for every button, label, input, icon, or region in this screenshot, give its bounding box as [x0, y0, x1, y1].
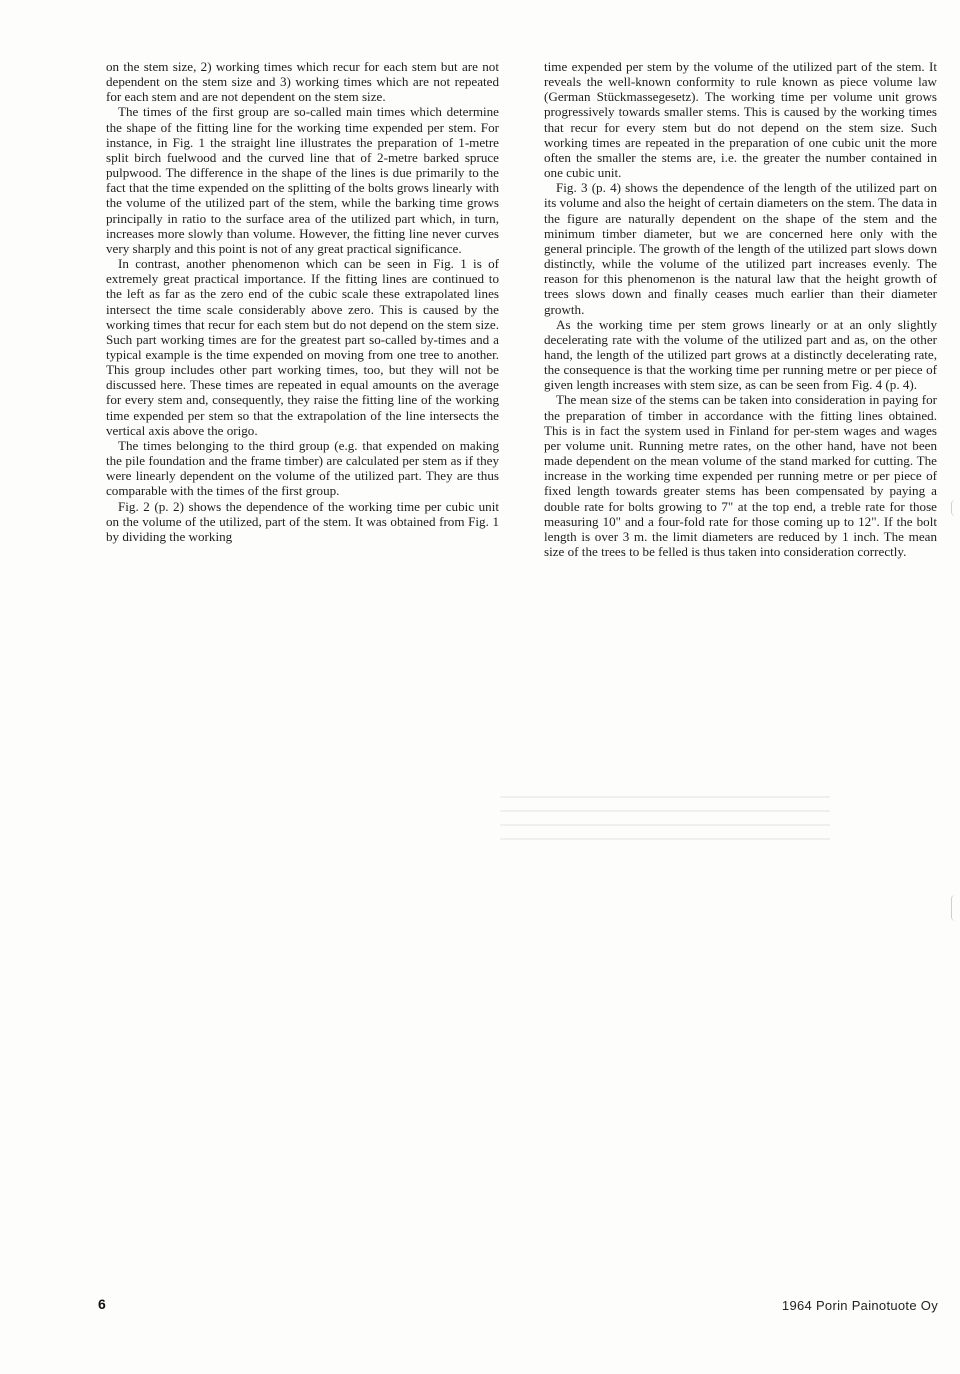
- left-paragraph-5: Fig. 2 (p. 2) shows the dependence of the working time per cubic unit on the volume of the utilized, part of the stem. It was obtained from Fig. 1 by dividing the working: [106, 498, 499, 544]
- right-paragraph-2: Fig. 3 (p. 4) shows the dependence of the length of the utilized part on its volume and also the height of certain diameters on the stem. The data in the figure are naturally dependent on the shape of the stem and the minimum timber diameter, but we are concerned here only with the general principle. The growth of the length of the utilized part slows down distinctly, while the volume of the utilized part increases evenly. The reason for this phenomenon is the natural law that the height growth of trees slows down and finally ceases much earlier than their diameter growth.: [544, 180, 937, 317]
- left-paragraph-4: The times belonging to the third group (e.g. that expended on making the pile foundation and the frame timber) are calculated per stem as if they were linearly dependent on the volume of the utilized part. They are thus comparable with the times of the first group.: [106, 437, 499, 499]
- right-paragraph-1: time expended per stem by the volume of the utilized part of the stem. It reveals the well-known conformity to rule known as piece volume law (German Stückmassegesetz). The working time per volume unit grows progressively towards smaller stems. This is caused by the working times that recur for every stem but do not depend on the stem size. Such working times are repeated in the preparation of one cubic unit the more often the smaller the stems are, i.e. the greater the number contained in one cubic unit.: [544, 59, 937, 181]
- right-paragraph-3: As the working time per stem grows linearly or at an only slightly decelerating rate with the volume of the utilized part and as, on the other hand, the length of the utilized part grows at a distinctly decelerating rate, the consequence is that the working time per running metre or per piece of given length increases with stem size, as can be seen from Fig. 4 (p. 4).: [544, 316, 937, 393]
- right-paragraph-4: The mean size of the stems can be taken into consideration in paying for the preparation of timber in accordance with the fitting lines obtained. This is in fact the system used in Finland for per-stem wages and wages per volume unit. Running metre rates, on the other hand, have not been made dependent on the mean volume of the stand marked for cutting. The increase in the working time expended per running metre or per piece of fixed length towards greater stems has been compensated by paying a double rate for bolts growing to 7" at the top end, a treble rate for those measuring 10" and a four-fold rate for those coming up to 12". If the bolt length is over 3 m. the limit diameters are reduced by 1 inch. The mean size of the trees to be felled is thus taken into consideration correctly.: [544, 392, 937, 559]
- printer-imprint: 1964 Porin Painotuote Oy: [781, 1298, 938, 1313]
- page-number: 6: [98, 1296, 106, 1312]
- page-edge-mark: [951, 895, 958, 921]
- left-paragraph-2: The times of the first group are so-called main times which determine the shape of the fitting line for the working time expended per stem. For instance, in Fig. 1 the straight line illustrates the preparation of 1-metre split birch fuelwood and the curved line that of 2-metre barked spruce pulpwood. The difference in the shape of the lines is due primarily to the fact that the time expended on the splitting of the bolts grows linearly with the volume of the utilized part of the stem, while the barking time grows principally in ratio to the surface area of the utilized part which, in turn, increases more slowly than volume. However, the fitting line never curves very sharply and this point is not of any great practical significance.: [106, 104, 499, 256]
- page-edge-mark: [951, 500, 958, 516]
- left-paragraph-1: on the stem size, 2) working times which recur for each stem but are not dependent on the stem size and 3) working times which are not repeated for each stem and are not dependent on the stem size.: [106, 59, 499, 105]
- left-text-column: [106, 59, 499, 544]
- bleed-through-shadow: [500, 790, 830, 840]
- right-text-column: [544, 59, 937, 559]
- left-paragraph-3: In contrast, another phenomenon which can be seen in Fig. 1 is of extremely great practical importance. If the fitting lines are continued to the left as far as the zero end of the cubic scale these extrapolated lines intersect the time scale considerably above zero. This is caused by the working times that recur for each stem but do not depend on the stem size. Such part working times are for the greatest part so-called by-times and a typical example is the time expended on moving from one tree to another. This group includes other part working times, too, but they will not be discussed here. These times are repeated in equal amounts on the average for every stem and, consequently, they raise the fitting line of the working time expended per stem so that the extrapolation of the line intersects the vertical axis above the origo.: [106, 256, 499, 438]
